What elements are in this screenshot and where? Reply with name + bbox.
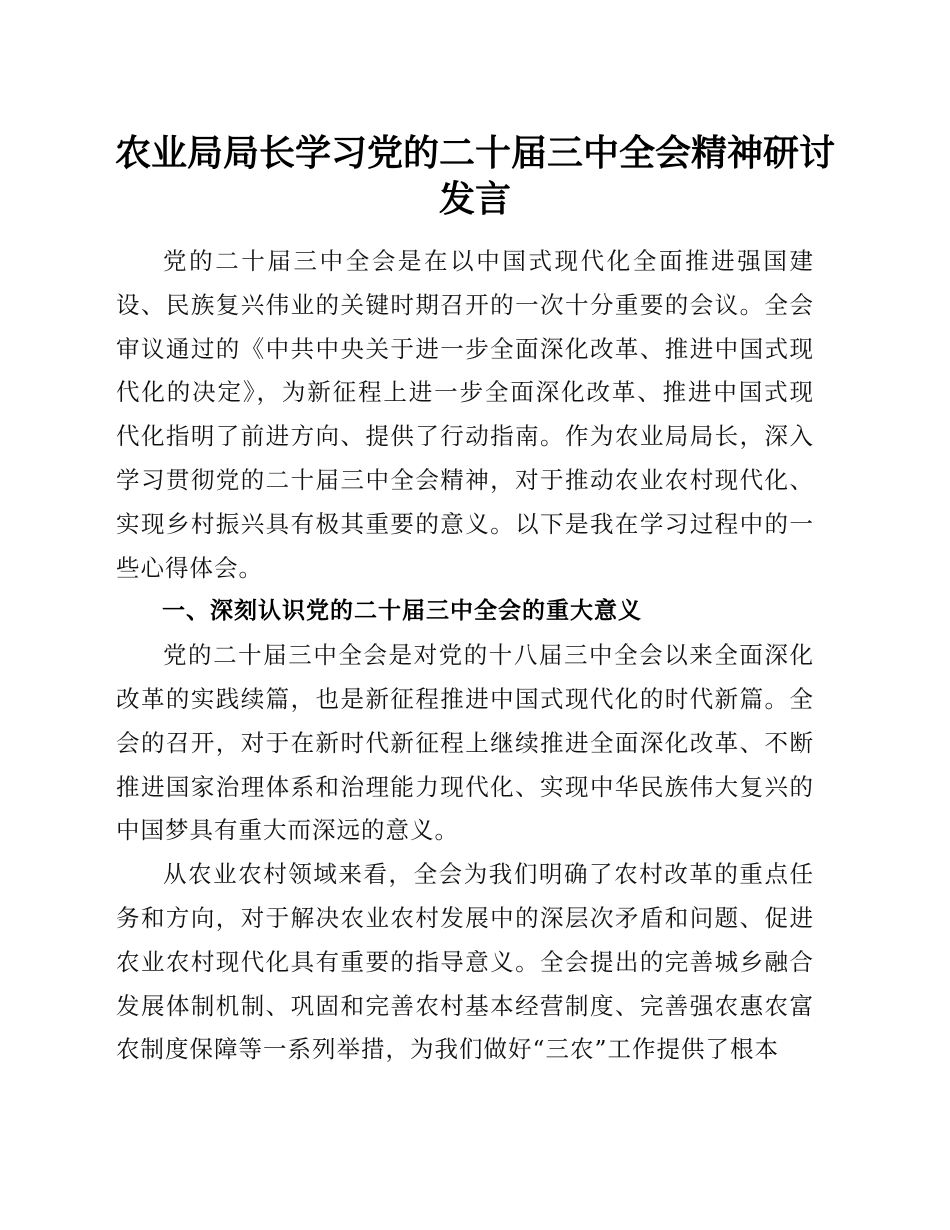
document-body xyxy=(116,240,814,1072)
paragraph-intro: 党的二十届三中全会是在以中国式现代化全面推进强国建设、民族复兴伟业的关键时期召开的一次十分重要的会议。全会审议通过的《中共中央关于进一步全面深化改革、推进中国式现代化的决定》，为新征程上进一步全面深化改革、推进中国式现代化指明了前进方向、提供了行动指南。作为农业局局长，深入学习贯彻党的二十届三中全会精神，对于推动农业农村现代化、实现乡村振兴具有极其重要的意义。以下是我在学习过程中的一些心得体会。 xyxy=(116,247,814,582)
section-heading-1: 一、深刻认识党的二十届三中全会的重大意义 xyxy=(162,598,642,625)
paragraph-agriculture: 从农业农村领域来看，全会为我们明确了农村改革的重点任务和方向，对于解决农业农村发展中的深层次矛盾和问题、促进农业农村现代化具有重要的指导意义。全会提出的完善城乡融合发展体制机制、巩固和完善农村基本经营制度、完善强农惠农富农制度保障等一系列举措，为我们做好“三农”工作提供了根本 xyxy=(116,860,814,1064)
paragraph-significance: 党的二十届三中全会是对党的十八届三中全会以来全面深化改革的实践续篇，也是新征程推进中国式现代化的时代新篇。全会的召开，对于在新时代新征程上继续推进全面深化改革、不断推进国家治理体系和治理能力现代化、实现中华民族伟大复兴的中国梦具有重大而深远的意义。 xyxy=(116,641,814,845)
document-title: 农业局局长学习党的二十届三中全会精神研讨发言 xyxy=(114,132,835,220)
